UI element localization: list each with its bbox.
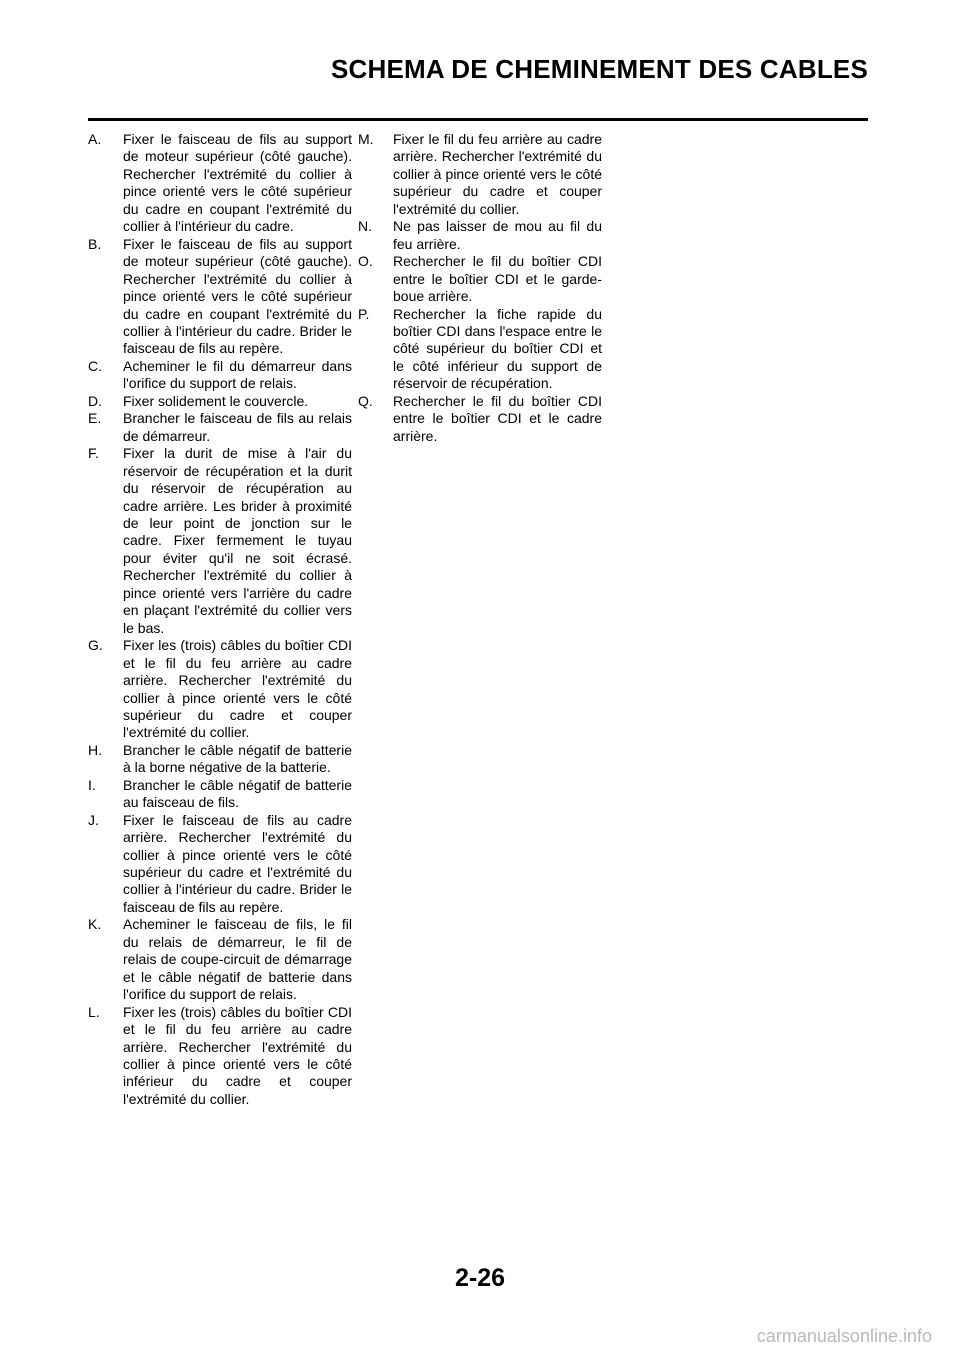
item-letter: E.	[88, 410, 102, 427]
list-item	[88, 777, 352, 812]
item-letter: L.	[88, 1003, 100, 1020]
list-item	[88, 131, 352, 236]
title-rule	[88, 118, 868, 121]
item-letter: K.	[88, 916, 102, 933]
item-letter: B.	[88, 235, 102, 252]
item-text: Fixer solidement le couvercle.	[123, 392, 309, 409]
page-title: SCHEMA DE CHEMINEMENT DES CABLES	[330, 54, 868, 84]
item-letter: G.	[88, 637, 103, 654]
item-letter: O.	[358, 253, 373, 270]
list-item	[88, 812, 352, 917]
item-letter: C.	[88, 357, 102, 374]
item-text: Ne pas laisser de mou au fil du feu arrière.	[393, 218, 602, 252]
list-item	[88, 236, 352, 358]
list-item	[88, 393, 352, 410]
item-text: Brancher le faisceau de fils au relais de démarreur.	[123, 410, 352, 444]
item-letter: D.	[88, 392, 102, 409]
item-letter: F.	[88, 445, 99, 462]
item-letter: I.	[88, 776, 96, 793]
list-item	[88, 916, 352, 1003]
item-letter: A.	[88, 131, 102, 147]
instruction-column-left	[88, 131, 352, 1108]
list-item	[88, 742, 352, 777]
item-text: Fixer le faisceau de fils au support de moteur supérieur (côté gauche). Rechercher l'extrémité du collier à pince orienté vers le côté supérieur du cadre en coupant l'extrémité du collier à l'intérieur du cadre.	[123, 131, 352, 235]
item-text: Brancher le câble négatif de batterie au faisceau de fils.	[123, 776, 352, 811]
list-item	[88, 358, 352, 393]
item-letter: N.	[358, 218, 372, 235]
item-text: Fixer les (trois) câbles du boîtier CDI et le fil du feu arrière au cadre arrière. Rechercher l'extrémité du collier à pince orienté vers le côté supérieur du cadre et couper l'extrémité du collier.	[123, 637, 352, 741]
item-text: Acheminer le fil du démarreur dans l'orifice du support de relais.	[123, 357, 352, 392]
list-item	[88, 410, 352, 445]
list-item	[358, 218, 602, 253]
item-text: Fixer le faisceau de fils au support de moteur supérieur (côté gauche). Rechercher l'extrémité du collier à pince orienté vers le côté supérieur du cadre en coupant l'extrémité du collier à l'intérieur du cadre. Brider le faisceau de fils au repère.	[123, 235, 352, 357]
item-text: Fixer le faisceau de fils au cadre arrière. Rechercher l'extrémité du collier à pince orienté vers le côté supérieur du cadre et l'extrémité du collier à l'intérieur du cadre. Brider le faisceau de fils au repère.	[123, 811, 352, 915]
item-text: Rechercher le fil du boîtier CDI entre le boîtier CDI et le cadre arrière.	[393, 392, 602, 444]
item-letter: Q.	[358, 392, 373, 409]
item-letter: H.	[88, 741, 102, 758]
list-item	[358, 306, 602, 393]
item-letter: M.	[358, 131, 374, 147]
page-number: 2-26	[454, 1264, 506, 1292]
item-letter: P.	[358, 305, 370, 322]
instruction-column-right	[358, 131, 602, 445]
item-letter: J.	[88, 811, 99, 828]
item-text: Rechercher la fiche rapide du boîtier CDI dans l'espace entre le côté supérieur du boîtier CDI et le côté inférieur du support de réservoir de récupération.	[393, 305, 602, 392]
list-item	[358, 253, 602, 305]
list-item	[358, 131, 602, 218]
list-item	[88, 445, 352, 637]
watermark: carmanualsonline.info	[756, 1326, 932, 1346]
list-item	[358, 393, 602, 445]
item-text: Rechercher le fil du boîtier CDI entre le boîtier CDI et le garde-boue arrière.	[393, 253, 602, 305]
item-text: Acheminer le faisceau de fils, le fil du relais de démarreur, le fil de relais de coupe-circuit de démarrage et le câble négatif de batterie dans l'orifice du support de relais.	[123, 916, 352, 1003]
list-item	[88, 1004, 352, 1109]
item-text: Fixer le fil du feu arrière au cadre arrière. Rechercher l'extrémité du collier à pince orienté vers le côté supérieur du cadre et couper l'extrémité du collier.	[393, 131, 602, 217]
list-item	[88, 637, 352, 742]
item-text: Brancher le câble négatif de batterie à la borne négative de la batterie.	[123, 741, 352, 776]
item-text: Fixer les (trois) câbles du boîtier CDI et le fil du feu arrière au cadre arrière. Rechercher l'extrémité du collier à pince orienté vers le côté inférieur du cadre et couper l'extrémité du collier.	[123, 1003, 352, 1107]
item-text: Fixer la durit de mise à l'air du réservoir de récupération et la durit du réservoir de récupération au cadre arrière. Les brider à proximité de leur point de jonction sur le cadre. Fixer fermement le tuyau pour éviter qu'il ne soit écrasé. Rechercher l'extrémité du collier à pince orienté vers l'arrière du cadre en plaçant l'extrémité du collier vers le bas.	[123, 445, 352, 636]
